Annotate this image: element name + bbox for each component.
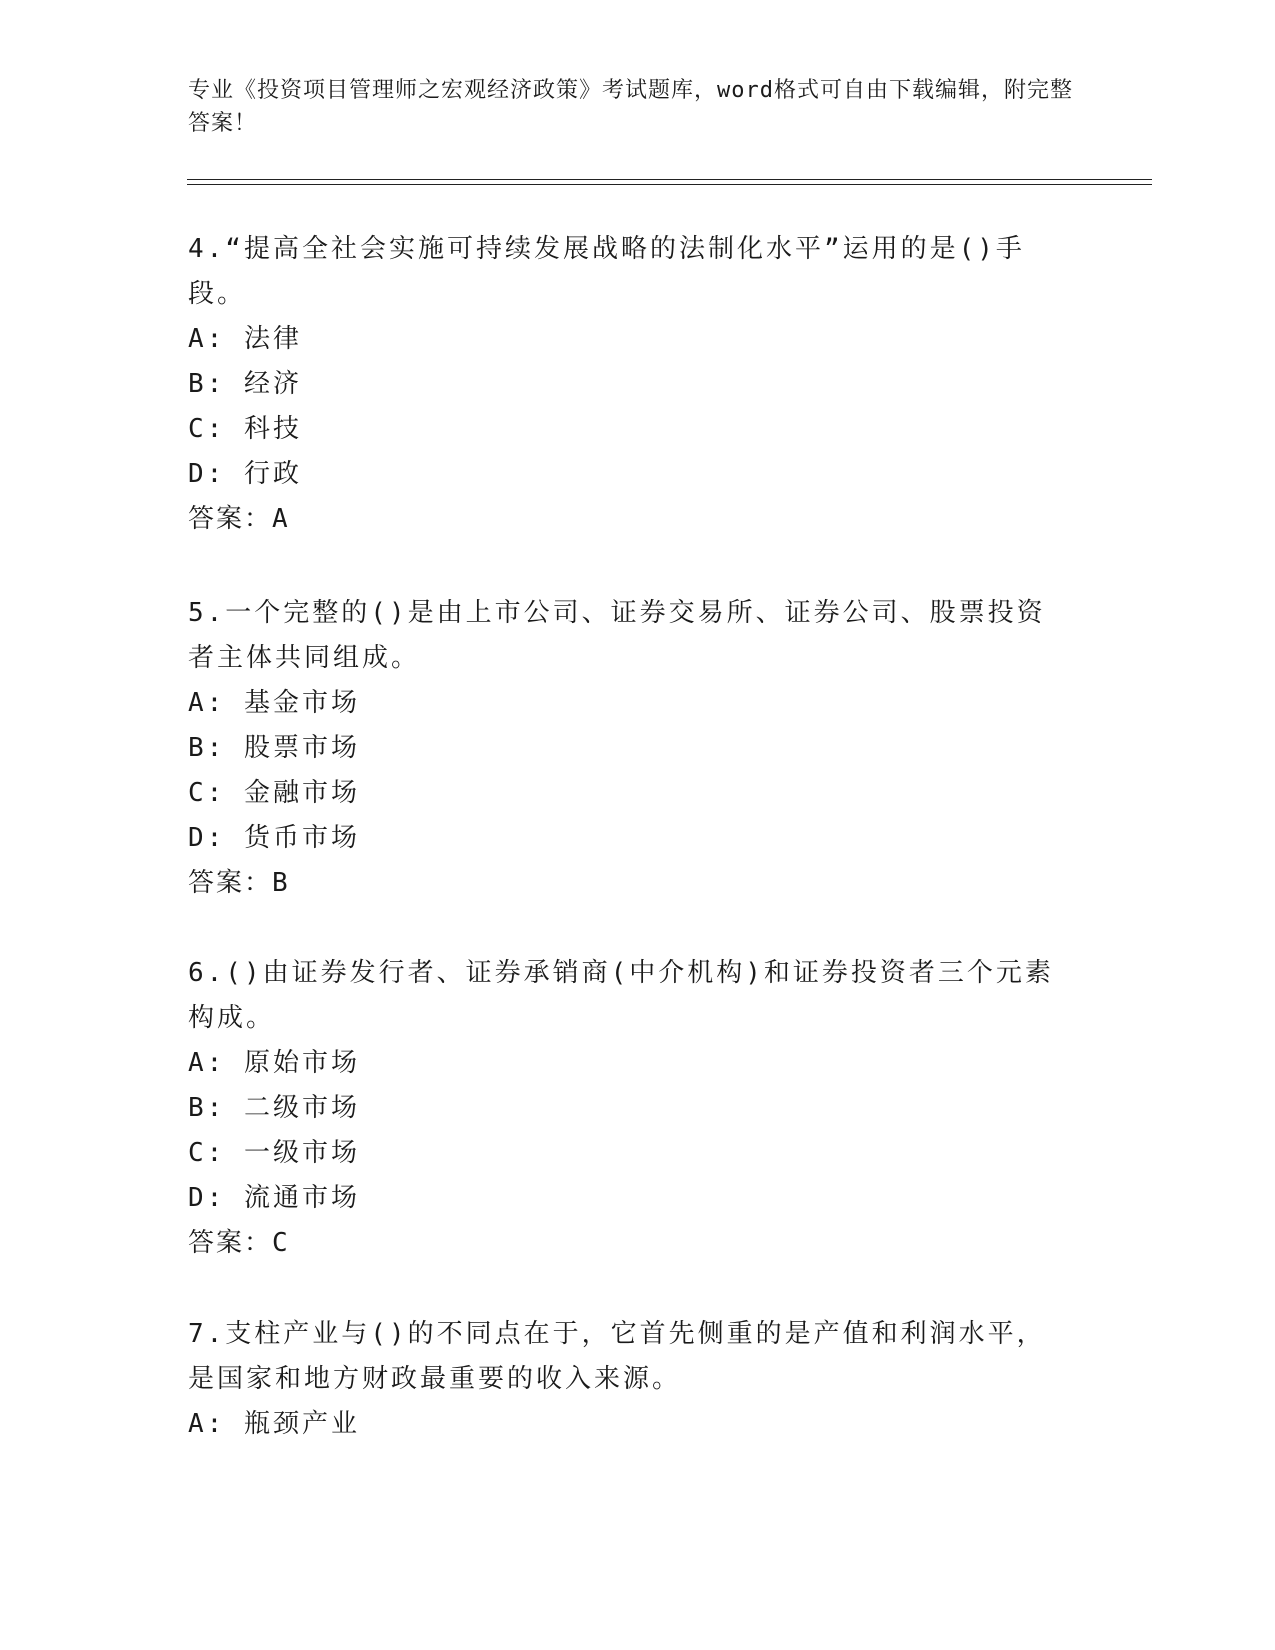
question-6 xyxy=(188,951,1068,1266)
option-b: B: 股票市场 xyxy=(188,733,360,763)
answer-label: 答案： xyxy=(188,868,273,898)
answer-value: A xyxy=(272,504,290,534)
question-stem: 4.“提高全社会实施可持续发展战略的法制化水平”运用的是()手段。 xyxy=(188,234,1025,309)
question-4 xyxy=(188,227,1068,542)
option-a: A: 法律 xyxy=(188,324,302,354)
question-stem: 6.()由证券发行者、证券承销商(中介机构)和证券投资者三个元素构成。 xyxy=(188,958,1054,1033)
option-b: B: 二级市场 xyxy=(188,1093,360,1123)
answer-line xyxy=(188,497,1068,542)
answer-line xyxy=(188,1221,1068,1266)
option-d: D: 行政 xyxy=(188,459,302,489)
question-stem: 7.支柱产业与()的不同点在于，它首先侧重的是产值和利润水平，是国家和地方财政最重要的收入来源。 xyxy=(188,1319,1046,1394)
document-intro: 专业《投资项目管理师之宏观经济政策》考试题库，word格式可自由下载编辑，附完整答案！ xyxy=(188,78,1073,136)
option-a: A: 瓶颈产业 xyxy=(188,1409,360,1439)
answer-label: 答案： xyxy=(188,504,273,534)
option-d: D: 流通市场 xyxy=(188,1183,360,1213)
question-stem: 5.一个完整的()是由上市公司、证券交易所、证券公司、股票投资者主体共同组成。 xyxy=(188,598,1046,673)
answer-value: B xyxy=(272,868,290,898)
option-c: C: 一级市场 xyxy=(188,1138,360,1168)
question-5 xyxy=(188,591,1068,906)
answer-line xyxy=(188,861,1068,906)
header-divider-top xyxy=(187,179,1152,180)
answer-value: C xyxy=(272,1228,290,1258)
option-b: B: 经济 xyxy=(188,369,302,399)
option-a: A: 基金市场 xyxy=(188,688,360,718)
option-a: A: 原始市场 xyxy=(188,1048,360,1078)
header-divider-bottom xyxy=(187,184,1152,185)
answer-label: 答案： xyxy=(188,1228,273,1258)
option-c: C: 科技 xyxy=(188,414,302,444)
option-d: D: 货币市场 xyxy=(188,823,360,853)
option-c: C: 金融市场 xyxy=(188,778,360,808)
question-7 xyxy=(188,1312,1068,1447)
